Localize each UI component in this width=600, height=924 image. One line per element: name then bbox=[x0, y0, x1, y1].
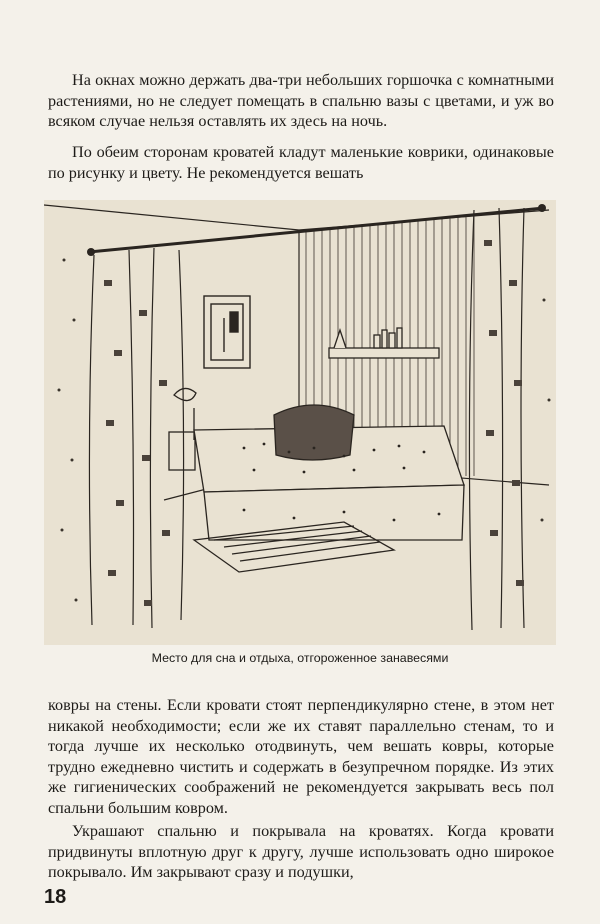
paragraph-bedspreads: Украшают спальню и покрывала на кроватях. Когда кровати придвинуты вплотную друг к другу, лучше использовать одно широкое покрывало. Им закрывают сразу и подушки, bbox=[48, 822, 554, 881]
paragraph-carpets: ковры на стены. Если кровати стоят перпендикулярно стене, в этом нет никакой необходимости; если же их ставят параллельно стенам, то и тогда лучше их несколько отодвинуть, чем вешать ковры, которые трудно ежедневно чистить и содержать в безупречном порядке. Из этих же гигиенических соображений не рекомендуется закрывать весь пол спальни большим ковром. bbox=[48, 696, 554, 817]
figure-caption: Место для сна и отдыха, отгороженное занавесями bbox=[151, 651, 449, 665]
paragraph-plants: На окнах можно держать два-три небольших горшочка с комнатными растениями, но не следует помещать в спальню вазы с цветами, и уж во всяком случае нельзя оставлять их здесь на ночь. bbox=[48, 71, 554, 130]
bedroom-illustration bbox=[44, 200, 556, 645]
page-number: 18 bbox=[44, 886, 67, 908]
paragraph-rugs: По обеим сторонам кроватей кладут маленькие коврики, одинаковые по рисунку и цвету. Не рекомендуется вешать bbox=[48, 143, 554, 182]
